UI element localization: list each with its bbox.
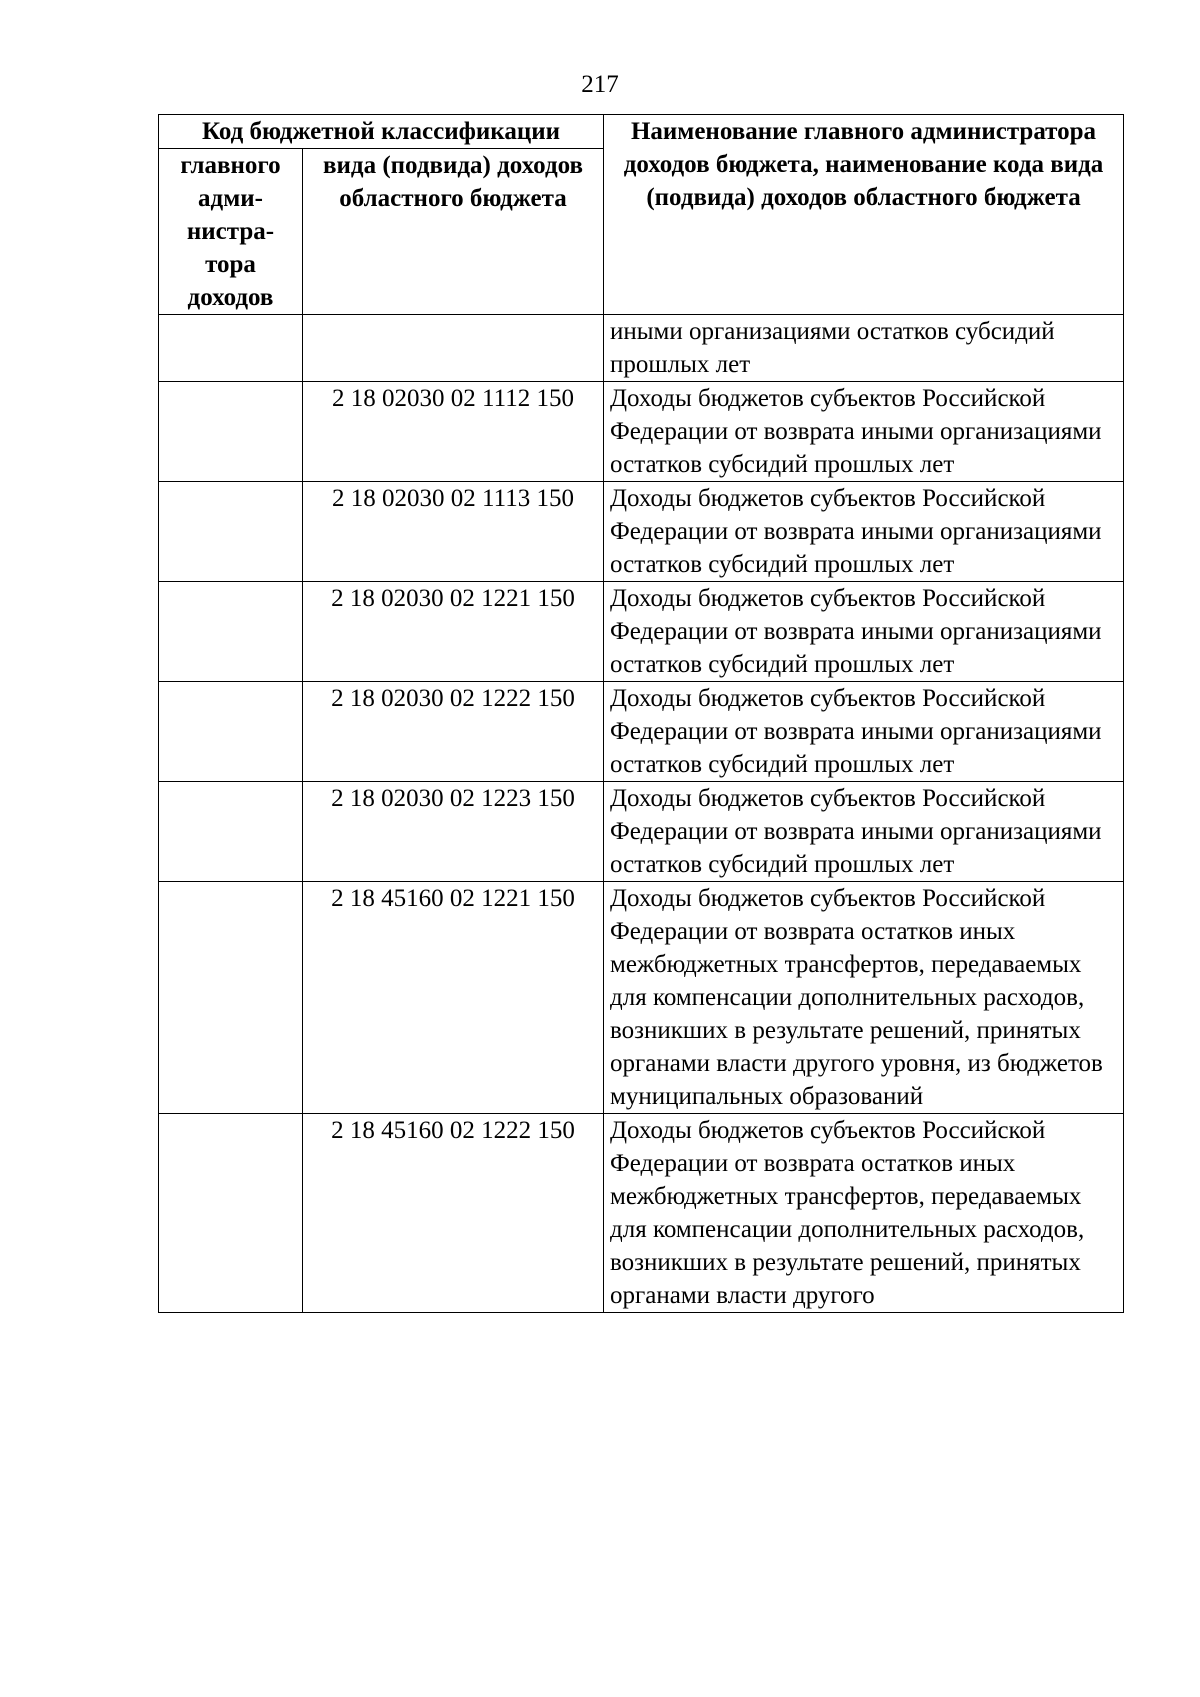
- header-name-column: Наименование главного администратора доходов бюджета, наименование кода вида (подвида) доходов областного бюджета: [604, 115, 1124, 315]
- admin-code-cell: [159, 482, 303, 582]
- admin-code-cell: [159, 582, 303, 682]
- income-name-cell: Доходы бюджетов субъектов Российской Федерации от возврата иными организациями остатков субсидий прошлых лет: [604, 682, 1124, 782]
- table-row: [159, 882, 1124, 1114]
- income-name-cell: Доходы бюджетов субъектов Российской Федерации от возврата иными организациями остатков субсидий прошлых лет: [604, 582, 1124, 682]
- income-name-cell: Доходы бюджетов субъектов Российской Федерации от возврата остатков иных межбюджетных трансфертов, передаваемых для компенсации дополнительных расходов, возникших в результате решений, принятых органами власти другого: [604, 1114, 1124, 1313]
- income-code-cell: 2 18 02030 02 1223 150: [303, 782, 604, 882]
- table-row: [159, 482, 1124, 582]
- income-code-cell: [303, 315, 604, 382]
- table-row: [159, 782, 1124, 882]
- admin-code-cell: [159, 1114, 303, 1313]
- income-code-cell: 2 18 02030 02 1113 150: [303, 482, 604, 582]
- table-body: [159, 315, 1124, 1313]
- table-row: [159, 315, 1124, 382]
- admin-code-cell: [159, 315, 303, 382]
- admin-code-cell: [159, 882, 303, 1114]
- admin-code-cell: [159, 782, 303, 882]
- header-kind-column: вида (подвида) доходов областного бюджета: [303, 149, 604, 315]
- table-row: [159, 382, 1124, 482]
- income-code-cell: 2 18 45160 02 1222 150: [303, 1114, 604, 1313]
- budget-classification-table: [158, 114, 1124, 1313]
- header-admin-column: главного адми-нистра-тора доходов: [159, 149, 303, 315]
- income-code-cell: 2 18 02030 02 1221 150: [303, 582, 604, 682]
- table-header: [159, 115, 1124, 315]
- income-name-cell: Доходы бюджетов субъектов Российской Федерации от возврата иными организациями остатков субсидий прошлых лет: [604, 782, 1124, 882]
- income-name-cell: иными организациями остатков субсидий прошлых лет: [604, 315, 1124, 382]
- income-code-cell: 2 18 02030 02 1112 150: [303, 382, 604, 482]
- table-row: [159, 1114, 1124, 1313]
- income-name-cell: Доходы бюджетов субъектов Российской Федерации от возврата остатков иных межбюджетных трансфертов, передаваемых для компенсации дополнительных расходов, возникших в результате решений, принятых органами власти другого уровня, из бюджетов муниципальных образований: [604, 882, 1124, 1114]
- header-budget-code: Код бюджетной классификации: [159, 115, 604, 149]
- income-name-cell: Доходы бюджетов субъектов Российской Федерации от возврата иными организациями остатков субсидий прошлых лет: [604, 482, 1124, 582]
- income-name-cell: Доходы бюджетов субъектов Российской Федерации от возврата иными организациями остатков субсидий прошлых лет: [604, 382, 1124, 482]
- admin-code-cell: [159, 682, 303, 782]
- table-row: [159, 682, 1124, 782]
- income-code-cell: 2 18 02030 02 1222 150: [303, 682, 604, 782]
- admin-code-cell: [159, 382, 303, 482]
- income-code-cell: 2 18 45160 02 1221 150: [303, 882, 604, 1114]
- page-number: 217: [581, 71, 619, 98]
- table-row: [159, 582, 1124, 682]
